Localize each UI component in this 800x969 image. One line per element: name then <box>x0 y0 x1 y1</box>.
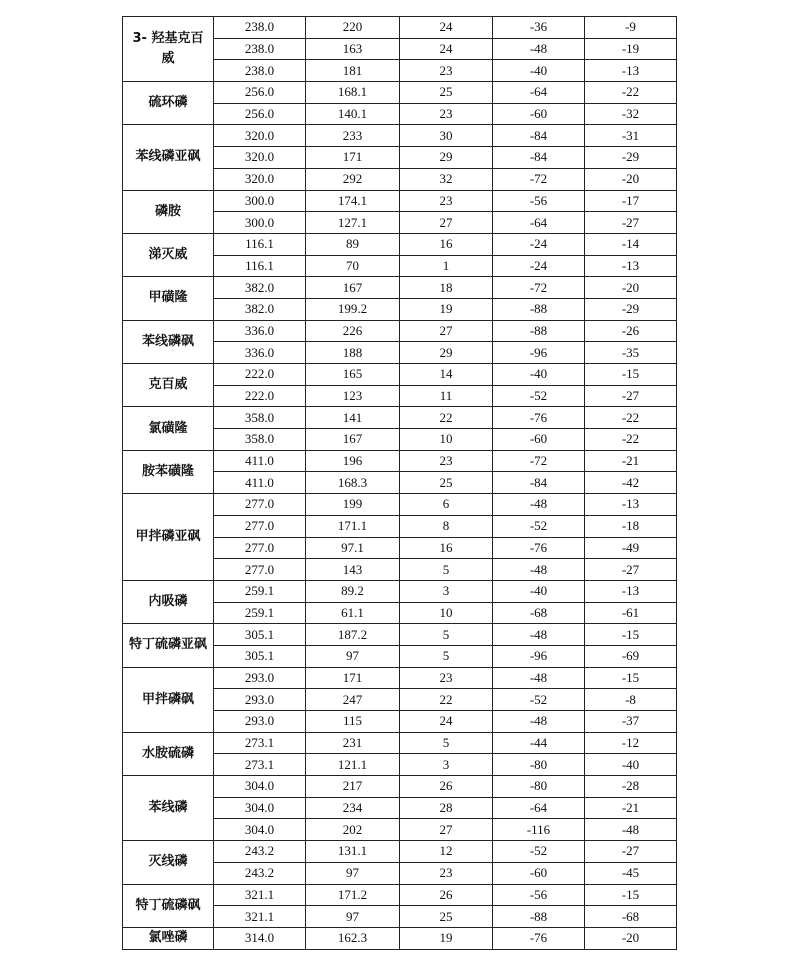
table-row <box>123 17 677 39</box>
product-ion-cell: 181 <box>306 60 400 82</box>
cell-exit-potential-cell: -15 <box>585 884 677 906</box>
precursor-ion-cell: 256.0 <box>214 103 306 125</box>
cell-exit-potential-cell: -13 <box>585 580 677 602</box>
declustering-potential-cell: -84 <box>493 472 585 494</box>
declustering-potential-cell: -44 <box>493 732 585 754</box>
declustering-potential-cell: -24 <box>493 255 585 277</box>
cell-exit-potential-cell: -17 <box>585 190 677 212</box>
compound-name-cell: 苯线磷亚砜 <box>123 125 214 190</box>
collision-energy-cell: 6 <box>400 494 493 516</box>
cell-exit-potential-cell: -22 <box>585 82 677 104</box>
declustering-potential-cell: -76 <box>493 407 585 429</box>
product-ion-cell: 70 <box>306 255 400 277</box>
product-ion-cell: 115 <box>306 711 400 733</box>
declustering-potential-cell: -72 <box>493 450 585 472</box>
collision-energy-cell: 26 <box>400 776 493 798</box>
compound-name-cell: 胺苯磺隆 <box>123 450 214 493</box>
table-row <box>123 407 677 429</box>
declustering-potential-cell: -48 <box>493 711 585 733</box>
product-ion-cell: 89.2 <box>306 580 400 602</box>
cell-exit-potential-cell: -49 <box>585 537 677 559</box>
product-ion-cell: 167 <box>306 429 400 451</box>
table-row <box>123 624 677 646</box>
collision-energy-cell: 26 <box>400 884 493 906</box>
product-ion-cell: 97 <box>306 906 400 928</box>
cell-exit-potential-cell: -13 <box>585 60 677 82</box>
cell-exit-potential-cell: -69 <box>585 645 677 667</box>
collision-energy-cell: 29 <box>400 342 493 364</box>
cell-exit-potential-cell: -29 <box>585 298 677 320</box>
collision-energy-cell: 27 <box>400 819 493 841</box>
precursor-ion-cell: 382.0 <box>214 277 306 299</box>
precursor-ion-cell: 116.1 <box>214 233 306 255</box>
precursor-ion-cell: 277.0 <box>214 494 306 516</box>
cell-exit-potential-cell: -20 <box>585 927 677 949</box>
precursor-ion-cell: 273.1 <box>214 732 306 754</box>
compound-name-cell: 甲拌磷砜 <box>123 667 214 732</box>
table-row <box>123 494 677 516</box>
declustering-potential-cell: -96 <box>493 342 585 364</box>
declustering-potential-cell: -64 <box>493 797 585 819</box>
collision-energy-cell: 16 <box>400 537 493 559</box>
collision-energy-cell: 28 <box>400 797 493 819</box>
product-ion-cell: 97 <box>306 645 400 667</box>
cell-exit-potential-cell: -37 <box>585 711 677 733</box>
cell-exit-potential-cell: -13 <box>585 255 677 277</box>
product-ion-cell: 187.2 <box>306 624 400 646</box>
precursor-ion-cell: 238.0 <box>214 17 306 39</box>
precursor-ion-cell: 336.0 <box>214 342 306 364</box>
collision-energy-cell: 27 <box>400 320 493 342</box>
collision-energy-cell: 27 <box>400 212 493 234</box>
declustering-potential-cell: -52 <box>493 385 585 407</box>
cell-exit-potential-cell: -35 <box>585 342 677 364</box>
product-ion-cell: 217 <box>306 776 400 798</box>
collision-energy-cell: 10 <box>400 429 493 451</box>
cell-exit-potential-cell: -28 <box>585 776 677 798</box>
declustering-potential-cell: -84 <box>493 147 585 169</box>
cell-exit-potential-cell: -8 <box>585 689 677 711</box>
product-ion-cell: 168.3 <box>306 472 400 494</box>
declustering-potential-cell: -88 <box>493 298 585 320</box>
cell-exit-potential-cell: -27 <box>585 841 677 863</box>
declustering-potential-cell: -68 <box>493 602 585 624</box>
product-ion-cell: 140.1 <box>306 103 400 125</box>
precursor-ion-cell: 336.0 <box>214 320 306 342</box>
table-row <box>123 580 677 602</box>
product-ion-cell: 168.1 <box>306 82 400 104</box>
product-ion-cell: 233 <box>306 125 400 147</box>
collision-energy-cell: 5 <box>400 624 493 646</box>
product-ion-cell: 188 <box>306 342 400 364</box>
collision-energy-cell: 32 <box>400 168 493 190</box>
product-ion-cell: 226 <box>306 320 400 342</box>
precursor-ion-cell: 300.0 <box>214 190 306 212</box>
cell-exit-potential-cell: -45 <box>585 862 677 884</box>
table-row <box>123 364 677 386</box>
cell-exit-potential-cell: -27 <box>585 212 677 234</box>
product-ion-cell: 89 <box>306 233 400 255</box>
cell-exit-potential-cell: -21 <box>585 797 677 819</box>
collision-energy-cell: 24 <box>400 38 493 60</box>
declustering-potential-cell: -56 <box>493 190 585 212</box>
collision-energy-cell: 19 <box>400 298 493 320</box>
cell-exit-potential-cell: -48 <box>585 819 677 841</box>
cell-exit-potential-cell: -15 <box>585 667 677 689</box>
product-ion-cell: 121.1 <box>306 754 400 776</box>
precursor-ion-cell: 305.1 <box>214 645 306 667</box>
declustering-potential-cell: -116 <box>493 819 585 841</box>
compound-name-cell: 氯磺隆 <box>123 407 214 450</box>
product-ion-cell: 97 <box>306 862 400 884</box>
cell-exit-potential-cell: -27 <box>585 559 677 581</box>
product-ion-cell: 202 <box>306 819 400 841</box>
collision-energy-cell: 16 <box>400 233 493 255</box>
collision-energy-cell: 23 <box>400 450 493 472</box>
declustering-potential-cell: -80 <box>493 776 585 798</box>
compound-name-cell: 磷胺 <box>123 190 214 233</box>
declustering-potential-cell: -84 <box>493 125 585 147</box>
precursor-ion-cell: 304.0 <box>214 819 306 841</box>
precursor-ion-cell: 358.0 <box>214 407 306 429</box>
precursor-ion-cell: 411.0 <box>214 450 306 472</box>
product-ion-cell: 231 <box>306 732 400 754</box>
precursor-ion-cell: 273.1 <box>214 754 306 776</box>
precursor-ion-cell: 116.1 <box>214 255 306 277</box>
collision-energy-cell: 24 <box>400 711 493 733</box>
cell-exit-potential-cell: -29 <box>585 147 677 169</box>
cell-exit-potential-cell: -21 <box>585 450 677 472</box>
precursor-ion-cell: 304.0 <box>214 797 306 819</box>
precursor-ion-cell: 300.0 <box>214 212 306 234</box>
declustering-potential-cell: -64 <box>493 82 585 104</box>
product-ion-cell: 141 <box>306 407 400 429</box>
collision-energy-cell: 3 <box>400 580 493 602</box>
product-ion-cell: 163 <box>306 38 400 60</box>
precursor-ion-cell: 411.0 <box>214 472 306 494</box>
compound-name-cell: 苯线磷砜 <box>123 320 214 363</box>
compound-name-cell: 氯唑磷 <box>123 927 214 949</box>
precursor-ion-cell: 277.0 <box>214 559 306 581</box>
declustering-potential-cell: -96 <box>493 645 585 667</box>
collision-energy-cell: 3 <box>400 754 493 776</box>
collision-energy-cell: 23 <box>400 60 493 82</box>
declustering-potential-cell: -48 <box>493 667 585 689</box>
precursor-ion-cell: 305.1 <box>214 624 306 646</box>
precursor-ion-cell: 320.0 <box>214 147 306 169</box>
cell-exit-potential-cell: -15 <box>585 364 677 386</box>
product-ion-cell: 167 <box>306 277 400 299</box>
collision-energy-cell: 25 <box>400 472 493 494</box>
product-ion-cell: 234 <box>306 797 400 819</box>
compound-name-cell: 3- 羟基克百威 <box>123 17 214 82</box>
table-row <box>123 82 677 104</box>
precursor-ion-cell: 277.0 <box>214 515 306 537</box>
product-ion-cell: 292 <box>306 168 400 190</box>
collision-energy-cell: 18 <box>400 277 493 299</box>
table-row <box>123 277 677 299</box>
precursor-ion-cell: 321.1 <box>214 906 306 928</box>
compound-name-cell: 内吸磷 <box>123 580 214 623</box>
cell-exit-potential-cell: -31 <box>585 125 677 147</box>
collision-energy-cell: 5 <box>400 559 493 581</box>
cell-exit-potential-cell: -14 <box>585 233 677 255</box>
compound-name-cell: 甲拌磷亚砜 <box>123 494 214 581</box>
cell-exit-potential-cell: -9 <box>585 17 677 39</box>
cell-exit-potential-cell: -18 <box>585 515 677 537</box>
declustering-potential-cell: -88 <box>493 906 585 928</box>
table-row <box>123 320 677 342</box>
compound-name-cell: 甲磺隆 <box>123 277 214 320</box>
product-ion-cell: 143 <box>306 559 400 581</box>
compound-name-cell: 硫环磷 <box>123 82 214 125</box>
declustering-potential-cell: -60 <box>493 429 585 451</box>
collision-energy-cell: 1 <box>400 255 493 277</box>
precursor-ion-cell: 277.0 <box>214 537 306 559</box>
product-ion-cell: 174.1 <box>306 190 400 212</box>
precursor-ion-cell: 243.2 <box>214 862 306 884</box>
table-row <box>123 450 677 472</box>
precursor-ion-cell: 358.0 <box>214 429 306 451</box>
cell-exit-potential-cell: -22 <box>585 407 677 429</box>
declustering-potential-cell: -40 <box>493 60 585 82</box>
collision-energy-cell: 8 <box>400 515 493 537</box>
declustering-potential-cell: -48 <box>493 494 585 516</box>
compound-name-cell: 特丁硫磷亚砜 <box>123 624 214 667</box>
compound-name-cell: 水胺硫磷 <box>123 732 214 775</box>
product-ion-cell: 171.1 <box>306 515 400 537</box>
precursor-ion-cell: 314.0 <box>214 927 306 949</box>
declustering-potential-cell: -80 <box>493 754 585 776</box>
collision-energy-cell: 5 <box>400 732 493 754</box>
precursor-ion-cell: 293.0 <box>214 711 306 733</box>
precursor-ion-cell: 243.2 <box>214 841 306 863</box>
collision-energy-cell: 22 <box>400 689 493 711</box>
precursor-ion-cell: 320.0 <box>214 168 306 190</box>
declustering-potential-cell: -40 <box>493 580 585 602</box>
compound-name-cell: 涕灭威 <box>123 233 214 276</box>
declustering-potential-cell: -24 <box>493 233 585 255</box>
compound-name-cell: 特丁硫磷砜 <box>123 884 214 927</box>
declustering-potential-cell: -48 <box>493 38 585 60</box>
product-ion-cell: 131.1 <box>306 841 400 863</box>
precursor-ion-cell: 222.0 <box>214 364 306 386</box>
declustering-potential-cell: -36 <box>493 17 585 39</box>
cell-exit-potential-cell: -13 <box>585 494 677 516</box>
declustering-potential-cell: -88 <box>493 320 585 342</box>
precursor-ion-cell: 293.0 <box>214 689 306 711</box>
collision-energy-cell: 25 <box>400 906 493 928</box>
declustering-potential-cell: -64 <box>493 212 585 234</box>
compound-name-cell: 苯线磷 <box>123 776 214 841</box>
product-ion-cell: 171 <box>306 147 400 169</box>
collision-energy-cell: 10 <box>400 602 493 624</box>
declustering-potential-cell: -40 <box>493 364 585 386</box>
cell-exit-potential-cell: -68 <box>585 906 677 928</box>
declustering-potential-cell: -52 <box>493 841 585 863</box>
product-ion-cell: 171.2 <box>306 884 400 906</box>
collision-energy-cell: 23 <box>400 190 493 212</box>
cell-exit-potential-cell: -42 <box>585 472 677 494</box>
table-row <box>123 233 677 255</box>
precursor-ion-cell: 382.0 <box>214 298 306 320</box>
product-ion-cell: 127.1 <box>306 212 400 234</box>
collision-energy-cell: 24 <box>400 17 493 39</box>
product-ion-cell: 220 <box>306 17 400 39</box>
pesticide-ms-parameter-table-wrapper <box>122 16 677 950</box>
precursor-ion-cell: 293.0 <box>214 667 306 689</box>
cell-exit-potential-cell: -26 <box>585 320 677 342</box>
cell-exit-potential-cell: -61 <box>585 602 677 624</box>
declustering-potential-cell: -56 <box>493 884 585 906</box>
table-row <box>123 841 677 863</box>
declustering-potential-cell: -52 <box>493 689 585 711</box>
collision-energy-cell: 11 <box>400 385 493 407</box>
product-ion-cell: 97.1 <box>306 537 400 559</box>
product-ion-cell: 196 <box>306 450 400 472</box>
precursor-ion-cell: 259.1 <box>214 580 306 602</box>
collision-energy-cell: 25 <box>400 82 493 104</box>
cell-exit-potential-cell: -20 <box>585 168 677 190</box>
product-ion-cell: 123 <box>306 385 400 407</box>
declustering-potential-cell: -72 <box>493 277 585 299</box>
cell-exit-potential-cell: -19 <box>585 38 677 60</box>
precursor-ion-cell: 320.0 <box>214 125 306 147</box>
precursor-ion-cell: 238.0 <box>214 60 306 82</box>
collision-energy-cell: 29 <box>400 147 493 169</box>
collision-energy-cell: 23 <box>400 103 493 125</box>
table-row <box>123 190 677 212</box>
compound-name-cell: 克百威 <box>123 364 214 407</box>
product-ion-cell: 199.2 <box>306 298 400 320</box>
compound-name-cell: 灭线磷 <box>123 841 214 884</box>
cell-exit-potential-cell: -20 <box>585 277 677 299</box>
collision-energy-cell: 23 <box>400 667 493 689</box>
table-row <box>123 927 677 949</box>
collision-energy-cell: 19 <box>400 927 493 949</box>
table-row <box>123 125 677 147</box>
table-row <box>123 667 677 689</box>
declustering-potential-cell: -48 <box>493 624 585 646</box>
declustering-potential-cell: -76 <box>493 537 585 559</box>
cell-exit-potential-cell: -15 <box>585 624 677 646</box>
product-ion-cell: 199 <box>306 494 400 516</box>
declustering-potential-cell: -52 <box>493 515 585 537</box>
precursor-ion-cell: 222.0 <box>214 385 306 407</box>
product-ion-cell: 162.3 <box>306 927 400 949</box>
precursor-ion-cell: 321.1 <box>214 884 306 906</box>
product-ion-cell: 165 <box>306 364 400 386</box>
collision-energy-cell: 14 <box>400 364 493 386</box>
cell-exit-potential-cell: -12 <box>585 732 677 754</box>
precursor-ion-cell: 256.0 <box>214 82 306 104</box>
cell-exit-potential-cell: -22 <box>585 429 677 451</box>
pesticide-ms-parameter-table <box>122 16 677 950</box>
product-ion-cell: 61.1 <box>306 602 400 624</box>
cell-exit-potential-cell: -32 <box>585 103 677 125</box>
cell-exit-potential-cell: -40 <box>585 754 677 776</box>
declustering-potential-cell: -72 <box>493 168 585 190</box>
table-body <box>123 17 677 950</box>
collision-energy-cell: 23 <box>400 862 493 884</box>
declustering-potential-cell: -48 <box>493 559 585 581</box>
precursor-ion-cell: 238.0 <box>214 38 306 60</box>
declustering-potential-cell: -60 <box>493 862 585 884</box>
precursor-ion-cell: 304.0 <box>214 776 306 798</box>
collision-energy-cell: 30 <box>400 125 493 147</box>
table-row <box>123 776 677 798</box>
collision-energy-cell: 12 <box>400 841 493 863</box>
precursor-ion-cell: 259.1 <box>214 602 306 624</box>
collision-energy-cell: 22 <box>400 407 493 429</box>
table-row <box>123 732 677 754</box>
declustering-potential-cell: -60 <box>493 103 585 125</box>
product-ion-cell: 247 <box>306 689 400 711</box>
table-row <box>123 884 677 906</box>
collision-energy-cell: 5 <box>400 645 493 667</box>
product-ion-cell: 171 <box>306 667 400 689</box>
cell-exit-potential-cell: -27 <box>585 385 677 407</box>
declustering-potential-cell: -76 <box>493 927 585 949</box>
